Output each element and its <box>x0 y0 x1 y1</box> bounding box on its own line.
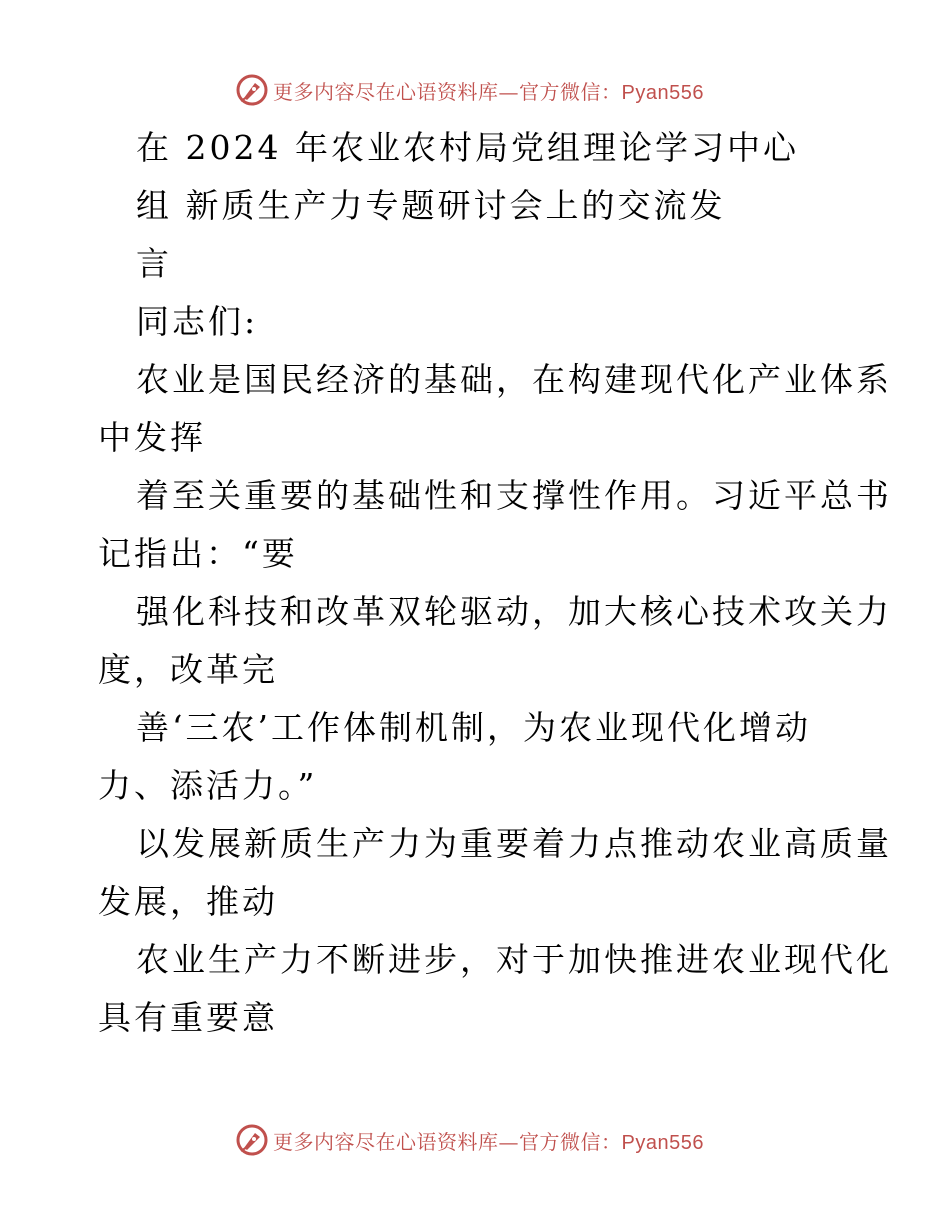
header-watermark <box>235 72 704 108</box>
paragraph-line: 发展，推动 <box>98 882 278 921</box>
salutation: 同志们: <box>136 302 259 341</box>
footer-watermark <box>235 1122 704 1158</box>
paragraph-line: 着至关重要的基础性和支撑性作用。习近平总书 <box>136 476 892 515</box>
pen-nib-logo-icon <box>235 73 269 107</box>
watermark-wechat-id: Pyan556 <box>621 81 704 104</box>
paragraph-line: 农业生产力不断进步，对于加快推进农业现代化 <box>136 940 892 979</box>
paragraph-line: 以发展新质生产力为重要着力点推动农业高质量 <box>136 824 892 863</box>
paragraph-line: 强化科技和改革双轮驱动，加大核心技术攻关力 <box>136 592 892 631</box>
title-line-2: 组 新质生产力专题研讨会上的交流发 <box>136 186 726 225</box>
paragraph-line: 具有重要意 <box>98 998 278 1037</box>
paragraph-line: 度，改革完 <box>98 650 278 689</box>
paragraph-line: 中发挥 <box>98 418 206 457</box>
paragraph-line: 善‘三农’工作体制机制，为农业现代化增动 <box>136 708 811 747</box>
pen-nib-logo-icon <box>235 1123 269 1157</box>
title-line-3: 言 <box>136 244 172 283</box>
paragraph-line: 记指出：“要 <box>98 534 298 573</box>
watermark-wechat-id: Pyan556 <box>621 1131 704 1154</box>
paragraph-line: 农业是国民经济的基础，在构建现代化产业体系 <box>136 360 892 399</box>
watermark-text: 更多内容尽在心语资料库—官方微信：Pyan556 <box>273 79 704 104</box>
title-line-1: 在 2024 年农业农村局党组理论学习中心 <box>136 128 799 167</box>
paragraph-line: 力、添活力。” <box>98 766 318 805</box>
watermark-text: 更多内容尽在心语资料库—官方微信：Pyan556 <box>273 1129 704 1154</box>
